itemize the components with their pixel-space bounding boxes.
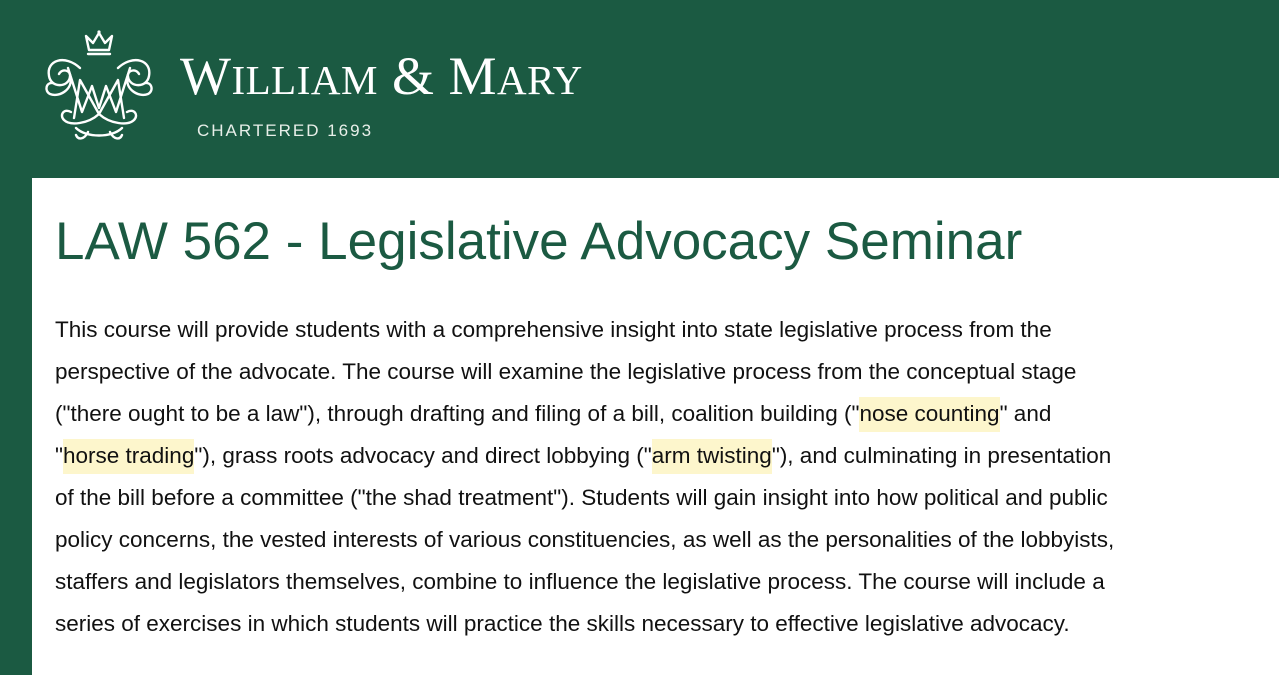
site-header	[0, 0, 1279, 178]
description-line: staffers and legislators themselves, combine to influence the legislative process. The course will include a	[55, 569, 1105, 594]
university-name-logo[interactable]: WILLIAM & MARY	[180, 46, 583, 106]
description-line: series of exercises in which students will practice the skills necessary to effective legislative advocacy.	[55, 611, 1070, 636]
highlighted-phrase: arm twisting	[652, 439, 772, 474]
page-title: LAW 562 - Legislative Advocacy Seminar	[55, 212, 1023, 271]
description-line: policy concerns, the vested interests of various constituencies, as well as the personalities of the lobbyists,	[55, 527, 1115, 552]
description-line: ("there ought to be a law"), through drafting and filing of a bill, coalition building ("nose counting" and	[55, 393, 1255, 435]
description-line: of the bill before a committee ("the shad treatment"). Students will gain insight into how political and public	[55, 485, 1108, 510]
description-line: perspective of the advocate. The course will examine the legislative process from the conceptual stage	[55, 359, 1077, 384]
description-line: This course will provide students with a comprehensive insight into state legislative process from the	[55, 317, 1052, 342]
highlighted-phrase: nose counting	[859, 397, 999, 432]
highlighted-phrase: horse trading	[63, 439, 194, 474]
course-description	[55, 309, 1255, 645]
william-and-mary-crest-icon[interactable]	[40, 28, 158, 142]
chartered-tagline: CHARTERED 1693	[197, 121, 374, 140]
course-content-panel	[32, 178, 1279, 675]
description-line: "horse trading"), grass roots advocacy and direct lobbying ("arm twisting"), and culminating in presentation	[55, 435, 1255, 477]
